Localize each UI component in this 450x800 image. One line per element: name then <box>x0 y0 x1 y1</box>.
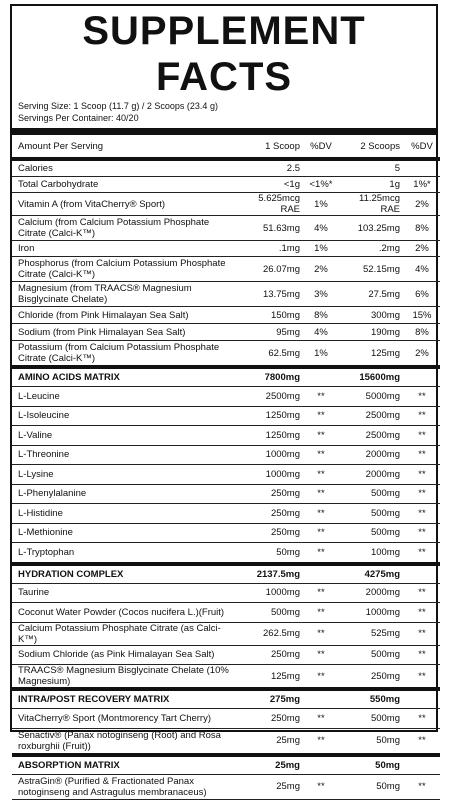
cell-d1: ** <box>304 523 338 543</box>
cell-d1: ** <box>304 709 338 729</box>
cell-v2: 100mg <box>338 543 404 564</box>
cell-v2: 500mg <box>338 484 404 504</box>
nutrient-row <box>12 341 440 368</box>
section-v2: 550mg <box>338 689 404 709</box>
cell-v2: 103.25mg <box>338 216 404 241</box>
cell-v1: 5.625mcg RAE <box>236 193 304 216</box>
cell-name: VitaCherry® Sport (Montmorency Tart Cherry) <box>12 709 236 729</box>
cell-d2: ** <box>404 387 440 407</box>
cell-d2: ** <box>404 709 440 729</box>
cell-d2: ** <box>404 426 440 446</box>
cell-d1: 4% <box>304 216 338 241</box>
col-dv-one: %DV <box>304 135 338 159</box>
cell-v2: 500mg <box>338 645 404 665</box>
cell-name: Total Carbohydrate <box>12 177 236 193</box>
section-empty-cell <box>404 367 440 387</box>
cell-v2: .2mg <box>338 241 404 257</box>
cell-d1: ** <box>304 622 338 645</box>
cell-v2: 500mg <box>338 523 404 543</box>
ingredient-row <box>12 406 440 426</box>
cell-name: Iron <box>12 241 236 257</box>
cell-v1: 50mg <box>236 543 304 564</box>
cell-name: Calcium Potassium Phosphate Citrate (as Calci-K™) <box>12 622 236 645</box>
cell-d1: 4% <box>304 324 338 341</box>
cell-d2: 4% <box>404 257 440 282</box>
cell-d1: ** <box>304 504 338 524</box>
cell-d1: ** <box>304 484 338 504</box>
cell-v2: 50mg <box>338 728 404 755</box>
cell-name: Calories <box>12 159 236 177</box>
facts-table <box>12 135 440 800</box>
cell-v2: 2000mg <box>338 445 404 465</box>
cell-d1: <1%* <box>304 177 338 193</box>
section-empty-cell <box>304 755 338 775</box>
cell-v1: 51.63mg <box>236 216 304 241</box>
cell-d2: 2% <box>404 241 440 257</box>
cell-name: L-Methionine <box>12 523 236 543</box>
section-v2: 4275mg <box>338 564 404 584</box>
cell-d2: ** <box>404 603 440 623</box>
nutrient-row <box>12 177 440 193</box>
section-v1: 7800mg <box>236 367 304 387</box>
cell-v2: 52.15mg <box>338 257 404 282</box>
cell-v1: 250mg <box>236 484 304 504</box>
cell-d1: 2% <box>304 257 338 282</box>
col-dv-two: %DV <box>404 135 440 159</box>
cell-d1: 1% <box>304 341 338 368</box>
cell-v1: 150mg <box>236 307 304 324</box>
cell-v1: 1000mg <box>236 445 304 465</box>
cell-d2: ** <box>404 728 440 755</box>
cell-name: Taurine <box>12 583 236 603</box>
cell-d2: ** <box>404 523 440 543</box>
section-title: INTRA/POST RECOVERY MATRIX <box>12 689 236 709</box>
section-title: AMINO ACIDS MATRIX <box>12 367 236 387</box>
cell-d2: 2% <box>404 341 440 368</box>
cell-d2: ** <box>404 543 440 564</box>
section-header <box>12 367 440 387</box>
cell-d2: 1%* <box>404 177 440 193</box>
cell-d1: ** <box>304 583 338 603</box>
cell-v2: 50mg <box>338 774 404 799</box>
cell-v1: 1000mg <box>236 465 304 485</box>
ingredient-row <box>12 728 440 755</box>
ingredient-row <box>12 603 440 623</box>
cell-d2: ** <box>404 645 440 665</box>
panel-title: SUPPLEMENT FACTS <box>82 9 366 99</box>
cell-name: L-Leucine <box>12 387 236 407</box>
ingredient-row <box>12 709 440 729</box>
cell-name: AstraGin® (Purified & Fractionated Panax notoginseng and Astragulus membranaceus) <box>12 774 236 799</box>
nutrient-row <box>12 307 440 324</box>
cell-d2: ** <box>404 465 440 485</box>
ingredient-row <box>12 583 440 603</box>
cell-d1: ** <box>304 665 338 690</box>
section-v1: 2137.5mg <box>236 564 304 584</box>
cell-d2: ** <box>404 406 440 426</box>
cell-d2: ** <box>404 504 440 524</box>
cell-name: L-Tryptophan <box>12 543 236 564</box>
cell-v1: 500mg <box>236 603 304 623</box>
cell-name: Calcium (from Calcium Potassium Phosphate Citrate (Calci-K™) <box>12 216 236 241</box>
cell-d2: ** <box>404 445 440 465</box>
cell-v1: 62.5mg <box>236 341 304 368</box>
section-v1: 25mg <box>236 755 304 775</box>
column-header-row <box>12 135 440 159</box>
cell-v1: 25mg <box>236 774 304 799</box>
nutrient-row <box>12 324 440 341</box>
cell-v2: 300mg <box>338 307 404 324</box>
cell-v1: 250mg <box>236 645 304 665</box>
ingredient-row <box>12 387 440 407</box>
cell-v2: 2000mg <box>338 465 404 485</box>
cell-name: Magnesium (from TRAACS® Magnesium Bisglycinate Chelate) <box>12 282 236 307</box>
section-empty-cell <box>404 689 440 709</box>
cell-v1: 1250mg <box>236 406 304 426</box>
nutrient-row <box>12 241 440 257</box>
cell-d1: ** <box>304 465 338 485</box>
serving-size: Serving Size: 1 Scoop (11.7 g) / 2 Scoops (23.4 g) <box>18 101 218 111</box>
cell-d2: ** <box>404 622 440 645</box>
cell-name: L-Isoleucine <box>12 406 236 426</box>
cell-d2: ** <box>404 484 440 504</box>
cell-name: Sodium (from Pink Himalayan Sea Salt) <box>12 324 236 341</box>
cell-d1: ** <box>304 645 338 665</box>
ingredient-row <box>12 445 440 465</box>
cell-v1: 13.75mg <box>236 282 304 307</box>
section-empty-cell <box>304 367 338 387</box>
cell-d2: 8% <box>404 324 440 341</box>
section-title: HYDRATION COMPLEX <box>12 564 236 584</box>
ingredient-row <box>12 523 440 543</box>
cell-v1: .1mg <box>236 241 304 257</box>
cell-name: Senactiv® (Panax notoginseng (Root) and Rosa roxburghii (Fruit)) <box>12 728 236 755</box>
cell-v2: 5 <box>338 159 404 177</box>
section-v2: 15600mg <box>338 367 404 387</box>
ingredient-row <box>12 665 440 690</box>
col-one-scoop: 1 Scoop <box>236 135 304 159</box>
cell-d2: ** <box>404 583 440 603</box>
cell-v2: 2000mg <box>338 583 404 603</box>
cell-v2: 250mg <box>338 665 404 690</box>
cell-v1: 2500mg <box>236 387 304 407</box>
cell-name: L-Valine <box>12 426 236 446</box>
ingredient-row <box>12 774 440 799</box>
cell-name: L-Phenylalanine <box>12 484 236 504</box>
cell-name: TRAACS® Magnesium Bisglycinate Chelate (10% Magnesium) <box>12 665 236 690</box>
cell-name: L-Threonine <box>12 445 236 465</box>
cell-d1: ** <box>304 406 338 426</box>
nutrient-row <box>12 282 440 307</box>
col-amount: Amount Per Serving <box>12 135 236 159</box>
cell-v1: 26.07mg <box>236 257 304 282</box>
ingredient-row <box>12 622 440 645</box>
cell-v2: 525mg <box>338 622 404 645</box>
nutrient-row <box>12 257 440 282</box>
section-empty-cell <box>404 755 440 775</box>
cell-v1: 25mg <box>236 728 304 755</box>
cell-name: L-Histidine <box>12 504 236 524</box>
section-empty-cell <box>404 564 440 584</box>
cell-v2: 11.25mcg RAE <box>338 193 404 216</box>
cell-v1: 1000mg <box>236 583 304 603</box>
cell-d2: ** <box>404 774 440 799</box>
section-header <box>12 755 440 775</box>
nutrient-row <box>12 216 440 241</box>
cell-name: Coconut Water Powder (Cocos nucifera L.)(Fruit) <box>12 603 236 623</box>
section-empty-cell <box>304 689 338 709</box>
cell-d2: 8% <box>404 216 440 241</box>
cell-d1: 1% <box>304 241 338 257</box>
section-v1: 275mg <box>236 689 304 709</box>
cell-v1: 125mg <box>236 665 304 690</box>
cell-v1: 250mg <box>236 523 304 543</box>
cell-name: Sodium Chloride (as Pink Himalayan Sea Salt) <box>12 645 236 665</box>
supplement-facts-panel <box>10 4 438 798</box>
cell-d1: 1% <box>304 193 338 216</box>
cell-d2: 2% <box>404 193 440 216</box>
cell-d1: 3% <box>304 282 338 307</box>
cell-v1: 95mg <box>236 324 304 341</box>
nutrient-row <box>12 193 440 216</box>
cell-v1: 1250mg <box>236 426 304 446</box>
cell-v2: 190mg <box>338 324 404 341</box>
cell-name: Vitamin A (from VitaCherry® Sport) <box>12 193 236 216</box>
cell-d2: ** <box>404 665 440 690</box>
cell-v2: 500mg <box>338 504 404 524</box>
cell-v2: 125mg <box>338 341 404 368</box>
cell-v1: 262.5mg <box>236 622 304 645</box>
nutrient-row <box>12 159 440 177</box>
ingredient-row <box>12 504 440 524</box>
cell-v1: 250mg <box>236 709 304 729</box>
ingredient-row <box>12 465 440 485</box>
cell-name: Phosphorus (from Calcium Potassium Phosphate Citrate (Calci-K™) <box>12 257 236 282</box>
section-v2: 50mg <box>338 755 404 775</box>
servings-per-container: Servings Per Container: 40/20 <box>18 113 139 123</box>
ingredient-row <box>12 645 440 665</box>
cell-v1: <1g <box>236 177 304 193</box>
cell-name: L-Lysine <box>12 465 236 485</box>
col-two-scoops: 2 Scoops <box>338 135 404 159</box>
cell-d1: ** <box>304 774 338 799</box>
cell-v2: 1000mg <box>338 603 404 623</box>
cell-d1: ** <box>304 445 338 465</box>
cell-v2: 2500mg <box>338 406 404 426</box>
cell-d1: ** <box>304 728 338 755</box>
ingredient-row <box>12 484 440 504</box>
section-header <box>12 689 440 709</box>
section-empty-cell <box>304 564 338 584</box>
cell-d1: ** <box>304 543 338 564</box>
cell-d1 <box>304 159 338 177</box>
cell-name: Chloride (from Pink Himalayan Sea Salt) <box>12 307 236 324</box>
cell-d2 <box>404 159 440 177</box>
cell-v1: 2.5 <box>236 159 304 177</box>
cell-d1: 8% <box>304 307 338 324</box>
ingredient-row <box>12 426 440 446</box>
cell-v1: 250mg <box>236 504 304 524</box>
cell-v2: 500mg <box>338 709 404 729</box>
ingredient-row <box>12 543 440 564</box>
section-header <box>12 564 440 584</box>
cell-v2: 1g <box>338 177 404 193</box>
section-title: ABSORPTION MATRIX <box>12 755 236 775</box>
cell-name: Potassium (from Calcium Potassium Phosphate Citrate (Calci-K™) <box>12 341 236 368</box>
cell-d1: ** <box>304 387 338 407</box>
cell-d2: 15% <box>404 307 440 324</box>
cell-d1: ** <box>304 426 338 446</box>
cell-d2: 6% <box>404 282 440 307</box>
cell-d1: ** <box>304 603 338 623</box>
cell-v2: 2500mg <box>338 426 404 446</box>
thick-divider <box>12 128 436 135</box>
cell-v2: 27.5mg <box>338 282 404 307</box>
cell-v2: 5000mg <box>338 387 404 407</box>
